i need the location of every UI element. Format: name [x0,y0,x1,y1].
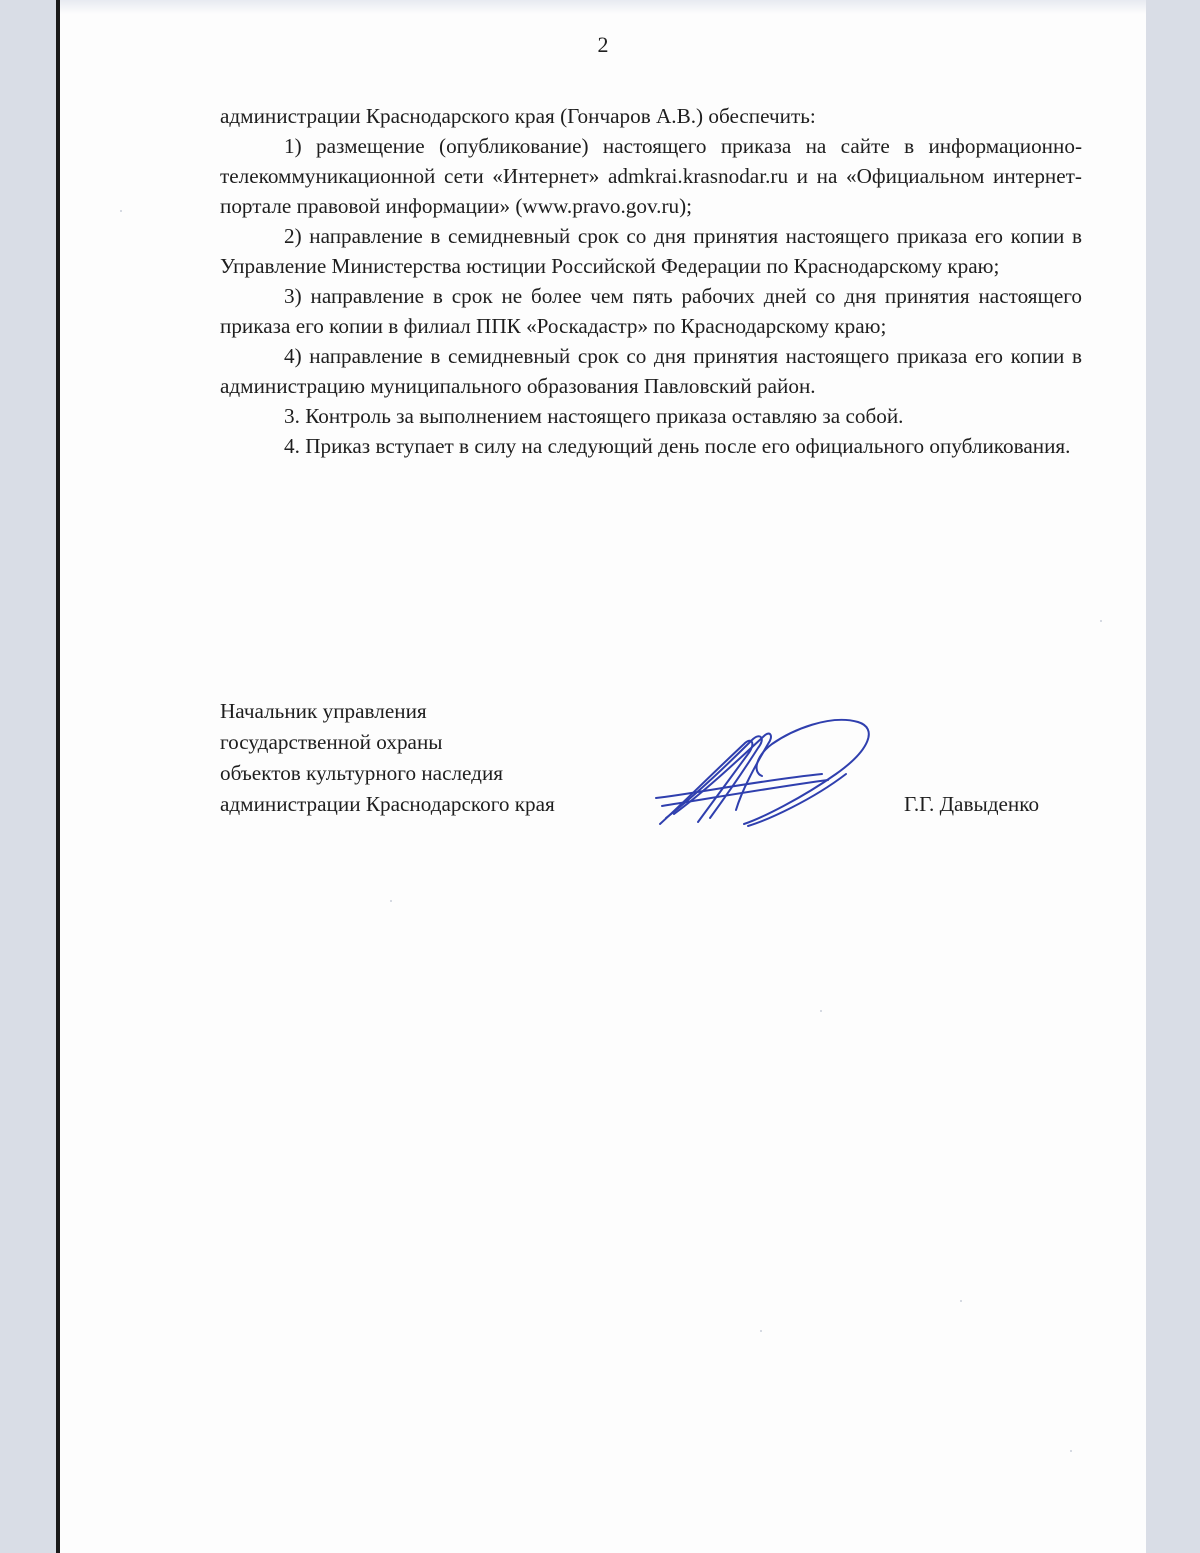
scan-top-shadow [60,0,1146,14]
paragraph-item-3: 3) направление в срок не более чем пять рабочих дней со дня принятия настоящего приказа его копии в филиал ППК «Роскадастр» по Краснодарскому краю; [220,284,1082,338]
signer-name: Г.Г. Давыденко [904,792,1040,816]
document-body [220,101,1082,461]
paragraph-effect: 4. Приказ вступает в силу на следующий день после его официального опубликования. [284,434,1071,458]
document-page [56,0,1146,1553]
paragraph-control: 3. Контроль за выполнением настоящего приказа оставляю за собой. [284,404,904,428]
position-line: государственной охраны [220,730,443,754]
page-number: 2 [597,32,609,57]
paragraph-item-4: 4) направление в семидневный срок со дня принятия настоящего приказа его копии в администрацию муниципального образования Павловский район. [220,344,1082,398]
position-line: объектов культурного наследия [220,761,504,785]
scan-speck [760,1330,762,1332]
scan-speck [120,210,122,212]
paragraph-item-2: 2) направление в семидневный срок со дня принятия настоящего приказа его копии в Управление Министерства юстиции Российской Федерации по Краснодарскому краю; [220,224,1082,278]
scan-speck [390,900,392,902]
position-line: администрации Краснодарского края [220,792,555,816]
paragraph-item-1: 1) размещение (опубликование) настоящего приказа на сайте в информационно-телекоммуникационной сети «Интернет» admkrai.krasnodar.ru и на «Официальном интернет-портале правовой информации» (www.pravo.gov.ru); [220,134,1082,218]
paragraph-intro: администрации Краснодарского края (Гончаров А.В.) обеспечить: [220,104,816,128]
scan-speck [1070,1450,1072,1452]
scan-speck [820,1010,822,1012]
position-line: Начальник управления [220,699,427,723]
signatory-position [220,696,555,820]
scan-speck [1100,620,1102,622]
handwritten-signature [652,714,878,830]
scan-speck [960,1300,962,1302]
